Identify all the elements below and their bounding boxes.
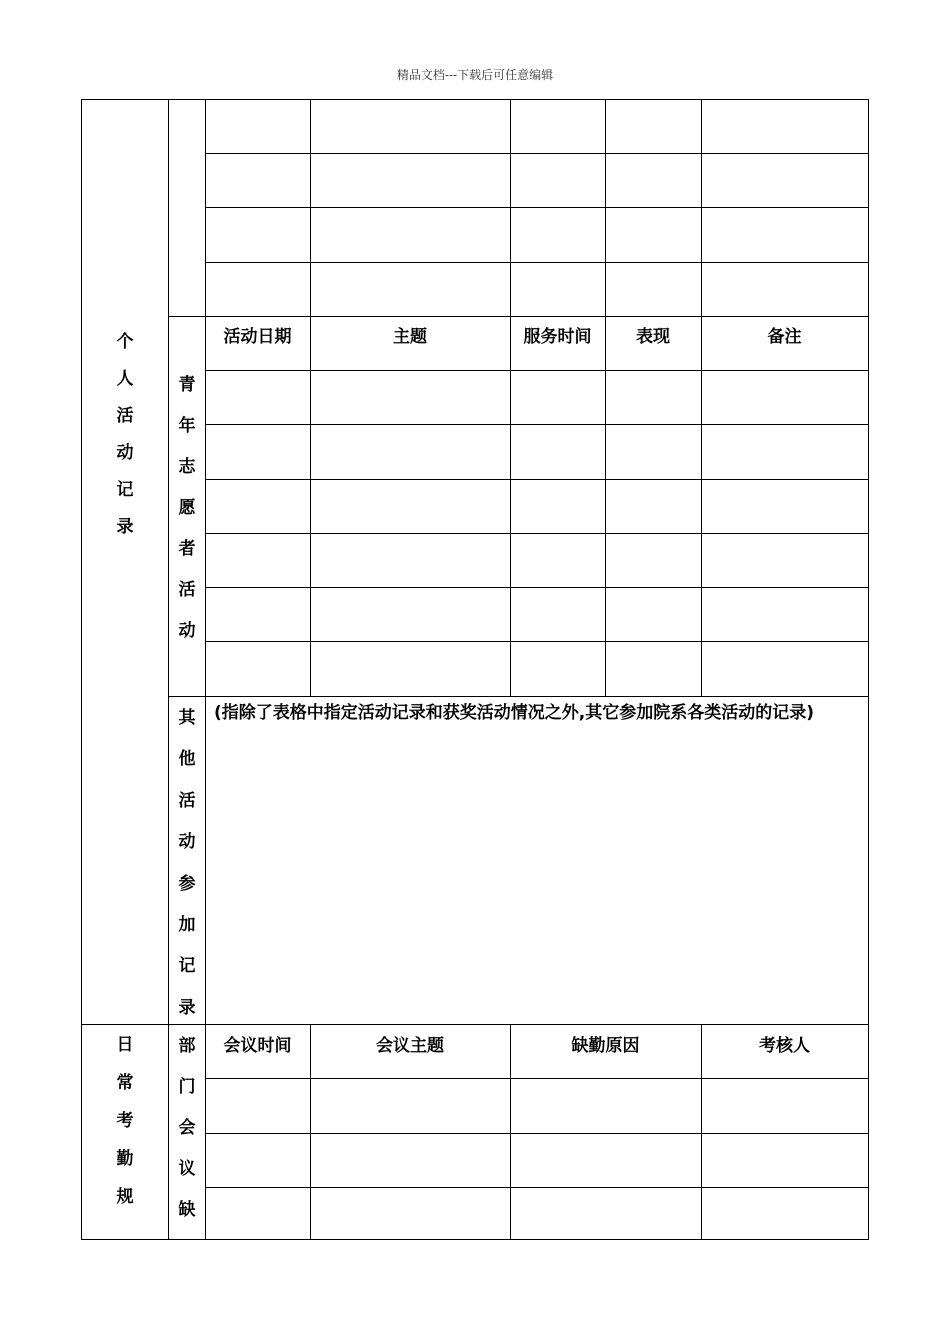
col-line: [310, 99, 311, 696]
row-line: [205, 641, 869, 642]
header-activity-date: 活动日期: [223, 327, 292, 347]
row-line: [205, 207, 869, 208]
header-remarks: 备注: [767, 327, 802, 347]
col-line: [701, 99, 702, 696]
header-meeting-time: 会议时间: [223, 1036, 292, 1056]
row-line: [205, 370, 869, 371]
row-line: [205, 1078, 869, 1079]
row-line: [205, 533, 869, 534]
page-watermark: 精品文档---下载后可任意编辑: [396, 68, 554, 82]
other-activities-note: (指除了表格中指定活动记录和获奖活动情况之外,其它参加院系各类活动的记录): [214, 703, 814, 723]
header-assessor: 考核人: [759, 1036, 810, 1056]
col-line: [310, 1024, 311, 1240]
row-line: [205, 1187, 869, 1188]
activity-record-form: [81, 99, 869, 1240]
row-line: [168, 316, 869, 317]
row-line: [205, 153, 869, 154]
header-meeting-topic: 会议主题: [376, 1036, 444, 1056]
table-border-bottom: [81, 1239, 869, 1240]
subsection-label-volunteer: 青 年 志 愿 者 活 动: [178, 375, 196, 641]
header-topic: 主题: [393, 327, 427, 347]
col-line: [701, 1024, 702, 1240]
col-line: [510, 1024, 511, 1240]
table-border-top: [81, 99, 869, 100]
subsection-label-dept-meeting: 部 门 会 议 缺: [178, 1036, 196, 1220]
col-line: [510, 99, 511, 696]
header-service-time: 服务时间: [523, 327, 592, 347]
section-label-daily-attendance: 日 常 考 勤 规: [116, 1035, 134, 1207]
section-divider: [168, 99, 169, 1240]
row-line: [205, 1133, 869, 1134]
col-line: [605, 99, 606, 696]
section-label-personal-record: 个 人 活 动 记 录: [116, 332, 134, 537]
row-line: [205, 479, 869, 480]
header-absence-reason: 缺勤原因: [571, 1036, 640, 1056]
row-line: [205, 587, 869, 588]
subsection-divider: [205, 99, 206, 1240]
row-line: [205, 424, 869, 425]
table-border-right: [868, 99, 869, 1240]
row-line: [205, 262, 869, 263]
table-border-left: [81, 99, 82, 1240]
subsection-label-other-activities: 其 他 活 动 参 加 记 录: [178, 708, 196, 1018]
row-line: [81, 1024, 869, 1025]
header-performance: 表现: [636, 327, 670, 347]
